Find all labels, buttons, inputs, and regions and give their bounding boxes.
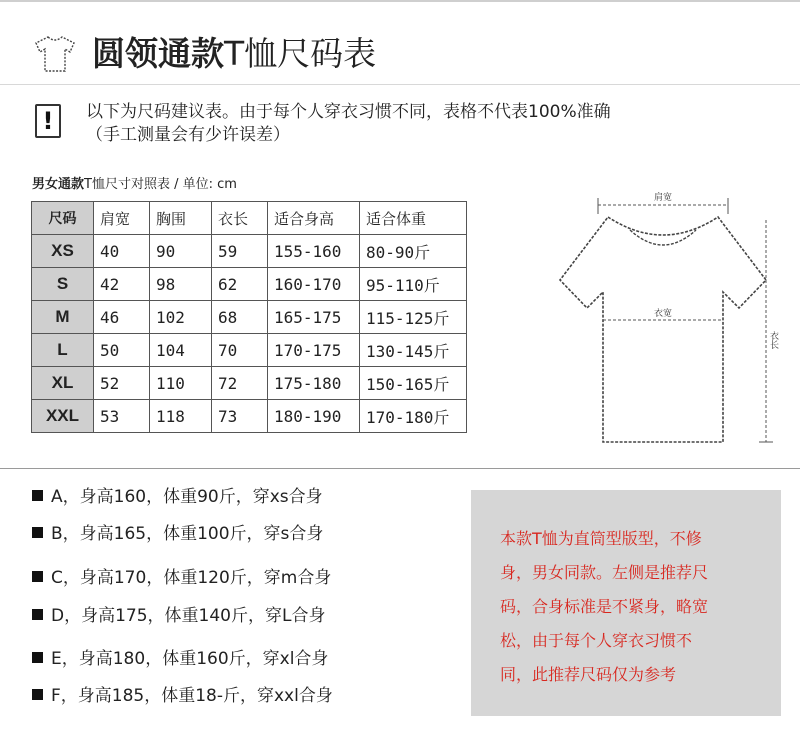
tshirt-outline-icon (560, 217, 766, 442)
size-cell: XXL (32, 400, 94, 433)
table-cell: 42 (94, 268, 150, 301)
recommendation-text: D，身高175，体重140斤，穿L合身 (51, 606, 326, 626)
recommendation-item (32, 567, 331, 589)
table-cell: 46 (94, 301, 150, 334)
table-cell: 68 (212, 301, 268, 334)
size-cell: XS (32, 235, 94, 268)
size-table (31, 201, 467, 433)
table-cell: 150-165斤 (360, 367, 467, 400)
section-divider (0, 468, 800, 469)
recommendation-item (32, 605, 325, 627)
top-divider (0, 0, 800, 2)
caption-rest: T恤尺寸对照表 / 单位: cm (84, 177, 237, 192)
recommendation-text: B，身高165，体重100斤，穿s合身 (51, 524, 324, 544)
table-cell: 52 (94, 367, 150, 400)
table-row (32, 400, 467, 433)
header-cell: 适合身高 (268, 202, 360, 235)
table-cell: 98 (150, 268, 212, 301)
table-cell: 118 (150, 400, 212, 433)
table-cell: 170-175 (268, 334, 360, 367)
recommendation-text: A，身高160，体重90斤，穿xs合身 (51, 487, 323, 507)
table-cell: 95-110斤 (360, 268, 467, 301)
header-cell: 适合体重 (360, 202, 467, 235)
table-cell: 102 (150, 301, 212, 334)
table-cell: 160-170 (268, 268, 360, 301)
square-bullet-icon (32, 527, 43, 538)
header-cell: 衣长 (212, 202, 268, 235)
square-bullet-icon (32, 571, 43, 582)
recommendation-item (32, 486, 323, 508)
title-light: T恤尺码表 (224, 34, 377, 73)
recommendation-text: C，身高170，体重120斤，穿m合身 (51, 568, 332, 588)
table-cell: 59 (212, 235, 268, 268)
recommendation-text: F，身高185，体重18-斤，穿xxl合身 (51, 686, 333, 706)
note-line: 同，此推荐尺码仅为参考 (500, 665, 677, 684)
table-cell: 50 (94, 334, 150, 367)
table-cell: 104 (150, 334, 212, 367)
header-cell: 尺码 (32, 202, 94, 235)
title-bold: 圆领通款 (92, 34, 224, 73)
square-bullet-icon (32, 609, 43, 620)
recommendation-text: E，身高180，体重160斤，穿xl合身 (51, 649, 329, 669)
table-cell: 165-175 (268, 301, 360, 334)
notice-subtext: （手工测量会有少许误差） (86, 125, 290, 145)
square-bullet-icon (32, 490, 43, 501)
size-cell: S (32, 268, 94, 301)
page-title (92, 34, 376, 74)
size-cell: XL (32, 367, 94, 400)
length-label: 衣长 (768, 331, 778, 349)
table-cell: 180-190 (268, 400, 360, 433)
square-bullet-icon (32, 689, 43, 700)
table-cell: 53 (94, 400, 150, 433)
table-cell: 70 (212, 334, 268, 367)
header-cell: 肩宽 (94, 202, 150, 235)
notice-text: 以下为尺码建议表。由于每个人穿衣习惯不同，表格不代表100%准确 (86, 102, 611, 122)
table-cell: 115-125斤 (360, 301, 467, 334)
chest-label: 衣宽 (653, 309, 673, 319)
square-bullet-icon (32, 652, 43, 663)
table-cell: 73 (212, 400, 268, 433)
table-header-row (32, 202, 467, 235)
note-line: 身，男女同款。左侧是推荐尺 (500, 563, 709, 582)
tshirt-outline-icon (32, 34, 78, 74)
table-cell: 90 (150, 235, 212, 268)
table-row (32, 235, 467, 268)
table-cell: 175-180 (268, 367, 360, 400)
table-cell: 40 (94, 235, 150, 268)
size-cell: L (32, 334, 94, 367)
table-row (32, 367, 467, 400)
note-text (500, 522, 770, 692)
table-cell: 155-160 (268, 235, 360, 268)
header-cell: 胸围 (150, 202, 212, 235)
table-cell: 170-180斤 (360, 400, 467, 433)
table-row (32, 334, 467, 367)
note-line: 本款T恤为直筒型版型，不修 (500, 529, 702, 548)
note-line: 码，合身标准是不紧身，略宽 (500, 597, 709, 616)
recommendation-item (32, 685, 333, 707)
table-cell: 130-145斤 (360, 334, 467, 367)
exclamation-box-icon: ! (35, 104, 61, 138)
table-cell: 72 (212, 367, 268, 400)
shoulder-label: 肩宽 (653, 193, 673, 203)
size-cell: M (32, 301, 94, 334)
caption-bold: 男女通款 (32, 177, 85, 192)
table-caption (32, 177, 237, 193)
table-row (32, 268, 467, 301)
header-divider (0, 84, 800, 85)
recommendation-item (32, 648, 328, 670)
table-cell: 62 (212, 268, 268, 301)
table-cell: 110 (150, 367, 212, 400)
note-line: 松，由于每个人穿衣习惯不 (500, 631, 693, 650)
tshirt-diagram (540, 180, 780, 460)
table-row (32, 301, 467, 334)
recommendation-item (32, 523, 323, 545)
table-cell: 80-90斤 (360, 235, 467, 268)
